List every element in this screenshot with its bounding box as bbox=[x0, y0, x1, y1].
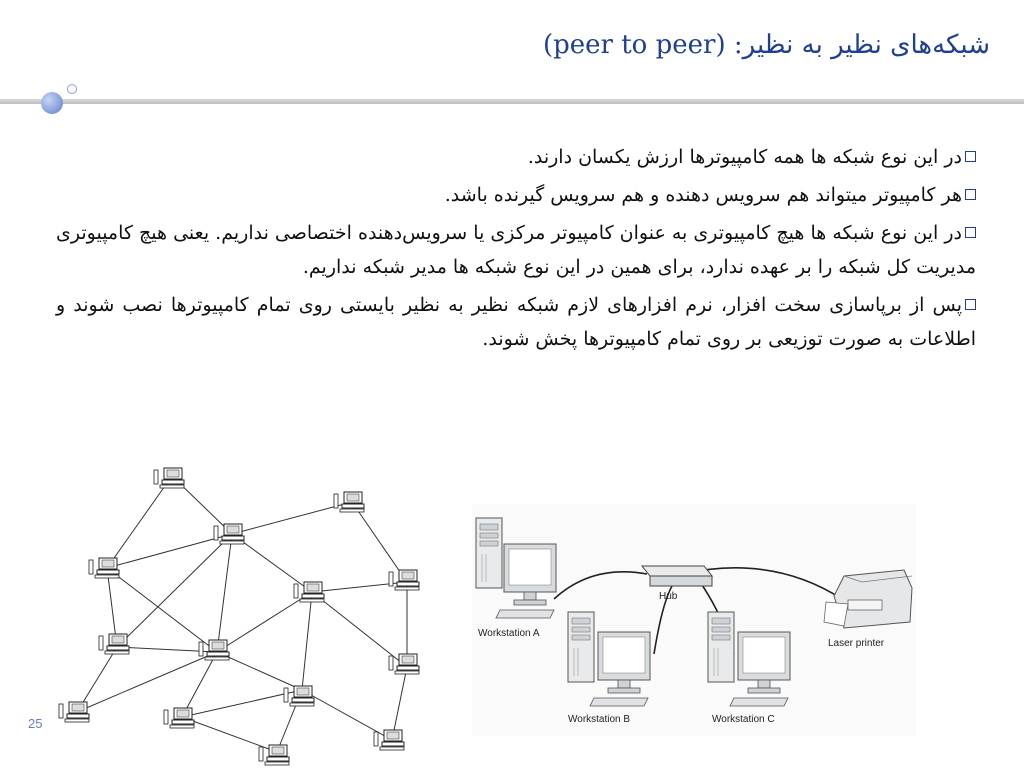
computer-node-icon bbox=[389, 570, 419, 590]
tower-pc-icon bbox=[708, 612, 734, 682]
computer-node-icon bbox=[259, 745, 289, 765]
title-divider bbox=[0, 99, 1024, 104]
bullet-text: در این نوع شبکه ها هیچ کامپیوتری به عنوان کامپیوتر مرکزی یا سرویس‌دهنده اختصاصی نداریم. یعنی هیچ کامپیوتری مدیریت کل شبکه را بر عهده ندارد، برای همین در این نوع شبکه ها مدیر شبکه نداریم. bbox=[56, 222, 976, 278]
workstation-c-label: Workstation C bbox=[712, 714, 775, 725]
checkbox-bullet-icon bbox=[965, 227, 976, 238]
page-number: 25 bbox=[28, 716, 43, 731]
hub-label: Hub bbox=[659, 591, 678, 602]
bullet-item bbox=[56, 140, 976, 174]
computer-node-icon bbox=[199, 640, 229, 660]
computer-node-icon bbox=[164, 708, 194, 728]
computer-node-icon bbox=[89, 558, 119, 578]
computer-node-icon bbox=[389, 654, 419, 674]
computer-node-icon bbox=[214, 524, 244, 544]
workstation-a-label: Workstation A bbox=[478, 628, 540, 639]
decorative-circle bbox=[41, 92, 63, 114]
bullet-text: هر کامپیوتر میتواند هم سرویس دهنده و هم سرویس گیرنده باشد. bbox=[444, 184, 962, 206]
peer-network-diagram bbox=[52, 462, 442, 768]
bullet-list bbox=[56, 140, 976, 360]
bullet-item bbox=[56, 288, 976, 356]
tower-pc-icon bbox=[568, 612, 594, 682]
tower-pc-icon bbox=[476, 518, 502, 588]
network-links bbox=[77, 476, 407, 752]
computer-node-icon bbox=[294, 582, 324, 602]
workstation-b-label: Workstation B bbox=[568, 714, 631, 725]
computer-node-icon bbox=[284, 686, 314, 706]
printer-label: Laser printer bbox=[828, 638, 885, 649]
computer-node-icon bbox=[59, 702, 89, 722]
hub-icon bbox=[650, 576, 712, 586]
bullet-item bbox=[56, 178, 976, 212]
hub-network-diagram bbox=[472, 504, 916, 736]
checkbox-bullet-icon bbox=[965, 299, 976, 310]
computer-node-icon bbox=[99, 634, 129, 654]
computer-node-icon bbox=[334, 492, 364, 512]
checkbox-bullet-icon bbox=[965, 189, 976, 200]
checkbox-bullet-icon bbox=[965, 151, 976, 162]
slide-title: شبکه‌های نظیر به نظیر: (peer to peer) bbox=[542, 30, 990, 60]
computer-node-icon bbox=[154, 468, 184, 488]
bullet-text: پس از برپاسازی سخت افزار، نرم افزارهای لازم شبکه نظیر به نظیر بایستی روی تمام کامپیوترها نصب شوند و اطلاعات به صورت توزیعی بر روی تمام کامپیوترها پخش شوند. bbox=[56, 294, 976, 350]
bullet-text: در این نوع شبکه ها همه کامپیوترها ارزش یکسان دارند. bbox=[527, 146, 962, 168]
bullet-item bbox=[56, 216, 976, 284]
decorative-small-circle bbox=[67, 84, 77, 94]
